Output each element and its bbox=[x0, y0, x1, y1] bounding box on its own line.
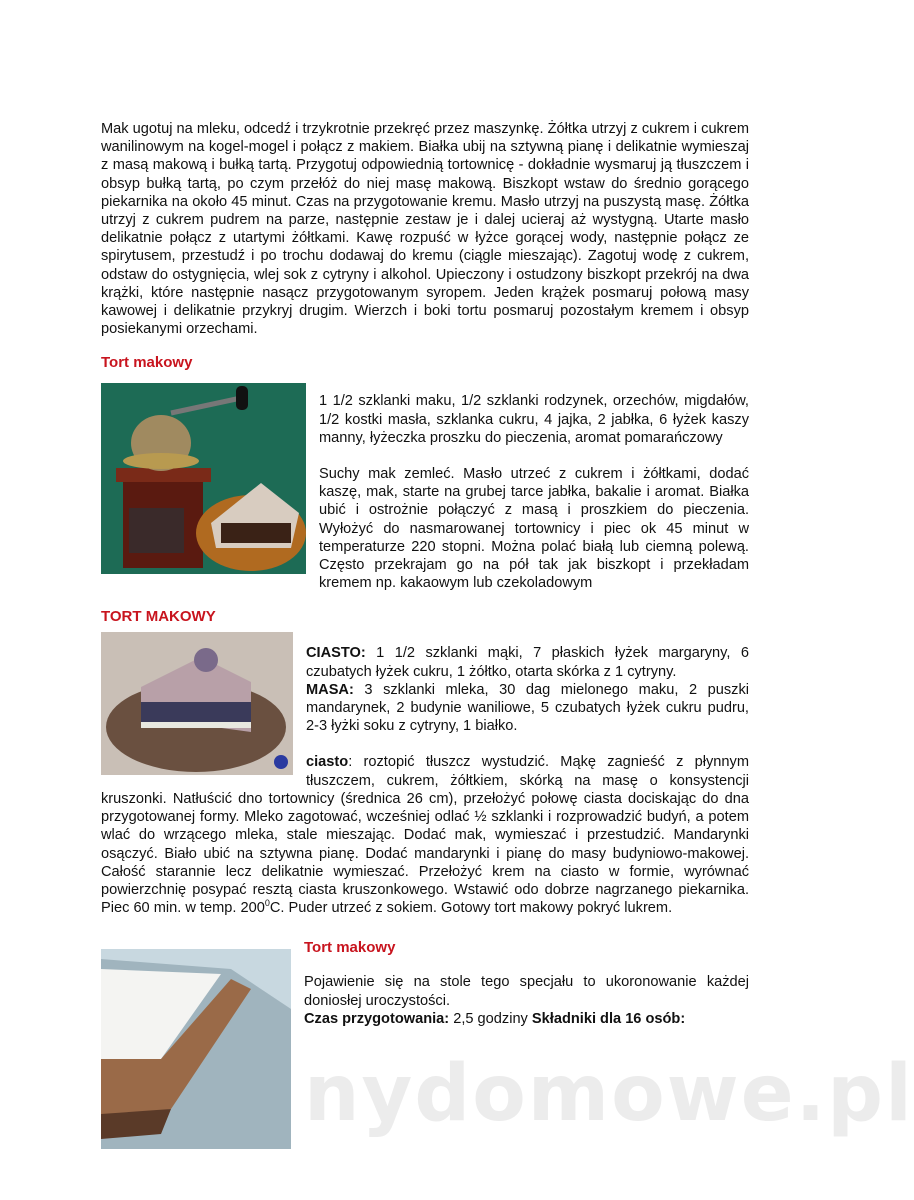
masa-label: MASA: bbox=[306, 681, 354, 698]
document-flow bbox=[101, 120, 914, 1149]
time-label: Czas przygotowania: bbox=[304, 1010, 450, 1027]
ciasto-label: CIASTO: bbox=[306, 645, 366, 662]
recipe-2-title: TORT MAKOWY bbox=[101, 608, 216, 626]
cake-crystal-illustration bbox=[101, 949, 291, 1149]
time-value: 2,5 godziny bbox=[449, 1010, 532, 1027]
recipe-3-details bbox=[304, 1010, 749, 1028]
cake-slice-illustration bbox=[101, 632, 293, 775]
method-text: : roztopić tłuszcz wystudzić. Mąkę zagnieść z płynnym tłuszczem, cukrem, żółtkiem, skórką na masę o konsystencji kruszonki. Natłuścić dno tortownicy (średnica 26 cm), przełożyć połowę ciasta dociskając do dna przygotowanej formy. Mleko zagotować, wcześniej odlać ½ szklanki i rozprowadzić budyń, a potem wlać do wrzącego mleka, stale mieszając. Dodać mak, wymieszać i przestudzić. Mandarynki osączyć. Biało ubić na sztywna pianę. Dodać mandarynki i pianę do masy budyniowo-makowej. Całość starannie lecz delikatnie wymieszać. Przełożyć krem na ciasto w formie, wyrównać powierzchnię posypać resztą ciasta kruszonkowego. Wstawić odo dobrze nagrzanego piekarnika. Piec 60 min. w temp. 200 bbox=[101, 754, 749, 917]
degree-mark: 0 bbox=[264, 898, 270, 909]
recipe-3-intro: Pojawienie się na stole tego specjału to ukoronowanie każdej doniosłej uroczystości. bbox=[304, 974, 749, 1009]
ciasto-ingredients: 1 1/2 szklanki mąki, 7 płaskich łyżek margaryny, 6 czubatych łyżek cukru, 1 żółtko, otarta skórka z 1 cytryny. bbox=[306, 645, 749, 680]
recipe-3 bbox=[101, 939, 914, 1139]
crystal-plate-cake-photo bbox=[101, 949, 291, 1149]
method-text-end: C. Puder utrzeć z sokiem. Gotowy tort makowy pokryć lukrem. bbox=[269, 900, 673, 917]
watermark: nydomowe.pl bbox=[304, 1048, 914, 1139]
servings-label: Składniki dla 16 osób: bbox=[531, 1010, 686, 1027]
intro-paragraph: Mak ugotuj na mleku, odcedź i trzykrotnie przekręć przez maszynkę. Żółtka utrzyj z cukrem i cukrem wanilinowym na kogel-mogel i połącz z makiem. Białka ubij na sztywną pianę i delikatnie wymieszaj z masą makową i bułką tartą. Przygotuj odpowiednią tortownicę - dokładnie wysmaruj ją tłuszczem i obsyp bułką tartą, po czym przełóż do niej masę makową. Biszkopt wstaw do średnio gorącego piekarnika na około 45 minut. Czas na przygotowanie kremu. Masło utrzyj na puszystą masę. Żółtka utrzyj z cukrem pudrem na parze, następnie zestaw je i dalej ucieraj aż wystygną. Utarte masło delikatnie połącz z utartymi żółtkami. Kawę rozpuść w łyżce gorącej wody, następnie połącz ze spirytusem, przestudź i po trochu dodawaj do kremu (ciągle mieszając). Zagotuj wodę z cukrem, odstaw do ostygnięcia, wlej sok z cytryny i alkohol. Upieczony i ostudzony biszkopt przekrój na dwa krążki, które następnie nasącz przygotowanym syropem. Jeden krążek posmaruj połową masy kawowej i delikatnie przykryj drugim. Wierzch i boki tortu posmaruj pozostałym kremem i obsyp posiekanymi orzechami. bbox=[101, 121, 749, 338]
recipe-1-title: Tort makowy bbox=[101, 354, 193, 372]
recipe-1-method: Suchy mak zemleć. Masło utrzeć z cukrem i żółtkami, dodać kaszę, mak, starte na grubej tarce jabłka, bakalie i aromat. Białka ubić i ostrożnie połączyć z masą i proszkiem do pieczenia. Wyłożyć do nasmarowanej tortownicy i piec ok 45 minut w temperaturze 220 stopni. Można polać białą lub ciemną polewą. Często przekrajam go na pół tak jak biszkopt i przekładam kremem np. kakaowym lub czekoladowym bbox=[319, 466, 749, 592]
coffee-grinder-cake-photo bbox=[101, 383, 306, 574]
masa-ingredients: 3 szklanki mleka, 30 dag mielonego maku, 2 puszki mandarynek, 2 budynie waniliowe, 5 czubatych łyżek cukru pudru, 2-3 łyżki soku z cytryny, 1 białko. bbox=[306, 681, 749, 735]
recipe-2-method bbox=[101, 753, 749, 917]
recipe-3-text bbox=[304, 939, 914, 1139]
intro-section bbox=[101, 120, 749, 338]
method-label: ciasto bbox=[306, 754, 349, 771]
grinder-illustration bbox=[101, 383, 306, 574]
poppy-cake-photo bbox=[101, 632, 293, 775]
recipe-3-title: Tort makowy bbox=[304, 939, 396, 957]
recipe-1-ingredients: 1 1/2 szklanki maku, 1/2 szklanki rodzynek, orzechów, migdałów, 1/2 kostki masła, szklanka cukru, 4 jajka, 2 jabłka, 6 łyżek kaszy manny, łyżeczka proszku do pieczenia, aromat pomarańczowy bbox=[319, 393, 749, 446]
recipe-2 bbox=[101, 608, 749, 917]
recipe-1 bbox=[101, 354, 749, 592]
